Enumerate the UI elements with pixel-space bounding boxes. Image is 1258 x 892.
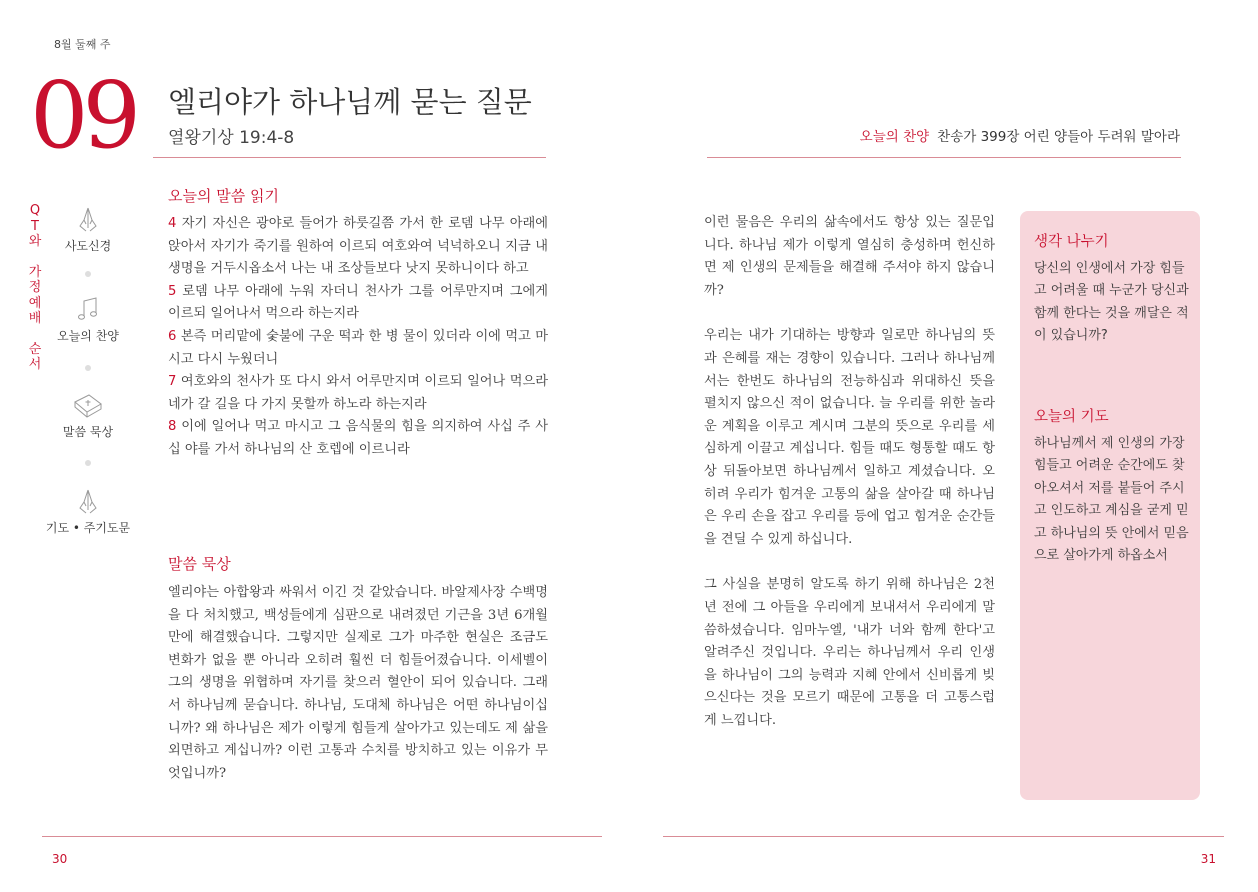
vertical-char: 서 [28, 357, 42, 372]
prayer-text: 하나님께서 제 인생의 가장 힘들고 어려운 순간에도 찾아오셔서 저를 붙들어 주시고 인도하고 계심을 굳게 믿고 하나님의 뜻 안에서 믿음으로 살아가게 하옵소서 [1034, 436, 1189, 564]
sidebar-item-creed: 사도신경 [64, 239, 112, 253]
hymn-text: 찬송가 399장 어린 양들아 두려워 말아라 [937, 129, 1180, 145]
verse-text: 이에 일어나 먹고 마시고 그 음식물의 힘을 의지하여 사십 주 사십 야를 가서 하나님의 산 호렙에 이르니라 [168, 419, 548, 457]
body-paragraph: 우리는 내가 기대하는 방향과 일로만 하나님의 뜻과 은혜를 재는 경향이 있습니다. 그러나 하나님께서는 한번도 하나님의 전능하심과 위대하신 뜻을 펼치지 않으신 적이 없습니다. 늘 우리를 위한 놀라운 계획을 이루고 계시며 그분의 뜻으로 우리를 세심하게 이끌고 계십니다. 힘들 때도 형통할 때도 항상 뒤돌아보면 하나님께서 일하고 계셨습니다. 오히려 우리가 힘겨운 고통의 삶을 살아갈 때 하나님은 우리 손을 잡고 우리를 등에 업고 힘겨운 순간들을 견딜 수 있게 하십니다. [704, 328, 995, 547]
verse [168, 213, 548, 281]
day-number: 09 [30, 62, 136, 169]
vertical-char: 순 [28, 341, 42, 357]
verse-number: 5 [168, 283, 177, 299]
sharing-section [1034, 230, 1190, 348]
verse [168, 416, 548, 461]
sharing-text: 당신의 인생에서 가장 힘들고 어려울 때 누군가 당신과 함께 한다는 것을 깨달은 적이 있습니까? [1034, 261, 1189, 344]
praying-hands-icon [68, 486, 108, 520]
body-paragraph: 그 사실을 분명히 알도록 하기 위해 하나님은 2천년 전에 그 아들을 우리에게 보내셔서 우리에게 말씀하셨습니다. 임마누엘, '내가 너와 함께 한다'고 알려주신 것입니다. 우리는 하나님께서 우리 인생을 하나님이 그의 능력과 지혜 안에서 신비롭게 빚으신다는 것을 모르기 때문에 고통을 더 고통스럽게 느낍니다. [704, 577, 995, 728]
week-label: 8월 둘째 주 [54, 38, 111, 51]
page-title: 엘리야가 하나님께 묻는 질문 [168, 85, 532, 119]
vertical-char: Q [29, 203, 41, 218]
page-number-left: 30 [52, 852, 68, 866]
verse [168, 326, 548, 371]
verse-text: 본즉 머리맡에 숯불에 구운 떡과 한 병 물이 있더라 이에 먹고 마시고 다시 누웠더니 [168, 328, 548, 367]
meditation-heading: 말씀 묵상 [168, 555, 231, 573]
sharing-prayer-box [1020, 211, 1200, 800]
prayer-section [1034, 405, 1190, 567]
vertical-char: 가 [28, 264, 42, 280]
sidebar-item-hymn: 오늘의 찬양 [57, 329, 119, 343]
footer-divider-right [663, 836, 1224, 837]
bible-icon [68, 390, 108, 426]
hymn-label: 오늘의 찬양 [859, 129, 930, 145]
verse-number: 8 [168, 419, 177, 435]
header-divider-right [707, 157, 1181, 158]
verse-text: 로뎀 나무 아래에 누워 자더니 천사가 그를 어루만지며 그에게 이르되 일어나서 먹으라 하는지라 [168, 283, 548, 322]
vertical-char: 예 [28, 295, 42, 311]
hymn-line [860, 125, 1180, 145]
verse-list [168, 213, 548, 462]
reading-heading: 오늘의 말씀 읽기 [168, 187, 279, 205]
vertical-gap [28, 327, 42, 342]
header-divider-left [153, 157, 546, 158]
verse-number: 7 [168, 374, 177, 390]
sidebar-item-meditation: 말씀 묵상 [62, 425, 114, 439]
music-note-icon [68, 296, 108, 328]
praying-hands-icon [68, 204, 108, 238]
sidebar-item-prayer: 기도 • 주기도문 [45, 521, 131, 535]
verse-text: 여호와의 천사가 또 다시 와서 어루만지며 이르되 일어나 먹으라 네가 갈 길을 다 가지 못할까 하노라 하는지라 [168, 374, 548, 412]
sidebar-dot [85, 365, 91, 371]
verse-number: 4 [168, 216, 177, 231]
scripture-reference: 열왕기상 19:4-8 [168, 128, 295, 148]
vertical-char: T [31, 218, 39, 234]
sidebar-dot [85, 460, 91, 466]
vertical-char: 배 [28, 311, 42, 326]
meditation-paragraph: 엘리야는 아합왕과 싸워서 이긴 것 같았습니다. 바알제사장 수백명을 다 처치했고, 백성들에게 심판으로 내려졌던 기근을 3년 6개월만에 해결했습니다. 그렇지만 실제로 그가 마주한 현실은 조금도 변화가 없을 뿐 아니라 오히려 훨씬 더 힘들어졌습니다. 이세벨이 그의 생명을 위협하며 자기를 찾으러 혈안이 되어 있습니다. 그래서 하나님께 묻습니다. 하나님, 도대체 하나님은 어떤 하나님이십니까? 왜 하나님은 제가 이렇게 힘들게 살아가고 있는데도 제 삶을 외면하고 계십니까? 이런 고통과 수치를 방치하고 있는 이유가 무엇입니까? [168, 585, 548, 781]
footer-divider-left [42, 836, 602, 837]
sidebar-vertical-title [28, 203, 42, 373]
sharing-heading: 생각 나누기 [1034, 234, 1109, 250]
page-number-right: 31 [1200, 852, 1216, 866]
verse [168, 371, 548, 416]
body-paragraph: 이런 물음은 우리의 삶속에서도 항상 있는 질문입니다. 하나님 제가 이렇게 열심히 충성하며 헌신하면 제 인생의 문제들을 해결해 주셔야 하지 않습니까? [704, 215, 995, 298]
right-page-body [704, 212, 995, 755]
vertical-char: 와 [28, 234, 42, 249]
vertical-char: 정 [28, 280, 42, 295]
vertical-gap [28, 250, 42, 265]
verse [168, 281, 548, 326]
sidebar-dot [85, 271, 91, 277]
reading-section [168, 187, 548, 462]
prayer-heading: 오늘의 기도 [1034, 409, 1109, 425]
verse-text: 자기 자신은 광야로 들어가 하룻길쯤 가서 한 로뎀 나무 아래에 앉아서 자기가 죽기를 원하여 이르되 여호와여 넉넉하오니 지금 내 생명을 거두시옵소서 나는 내 조상들보다 낫지 못하니이다 하고 [168, 216, 548, 277]
verse-number: 6 [168, 328, 177, 344]
